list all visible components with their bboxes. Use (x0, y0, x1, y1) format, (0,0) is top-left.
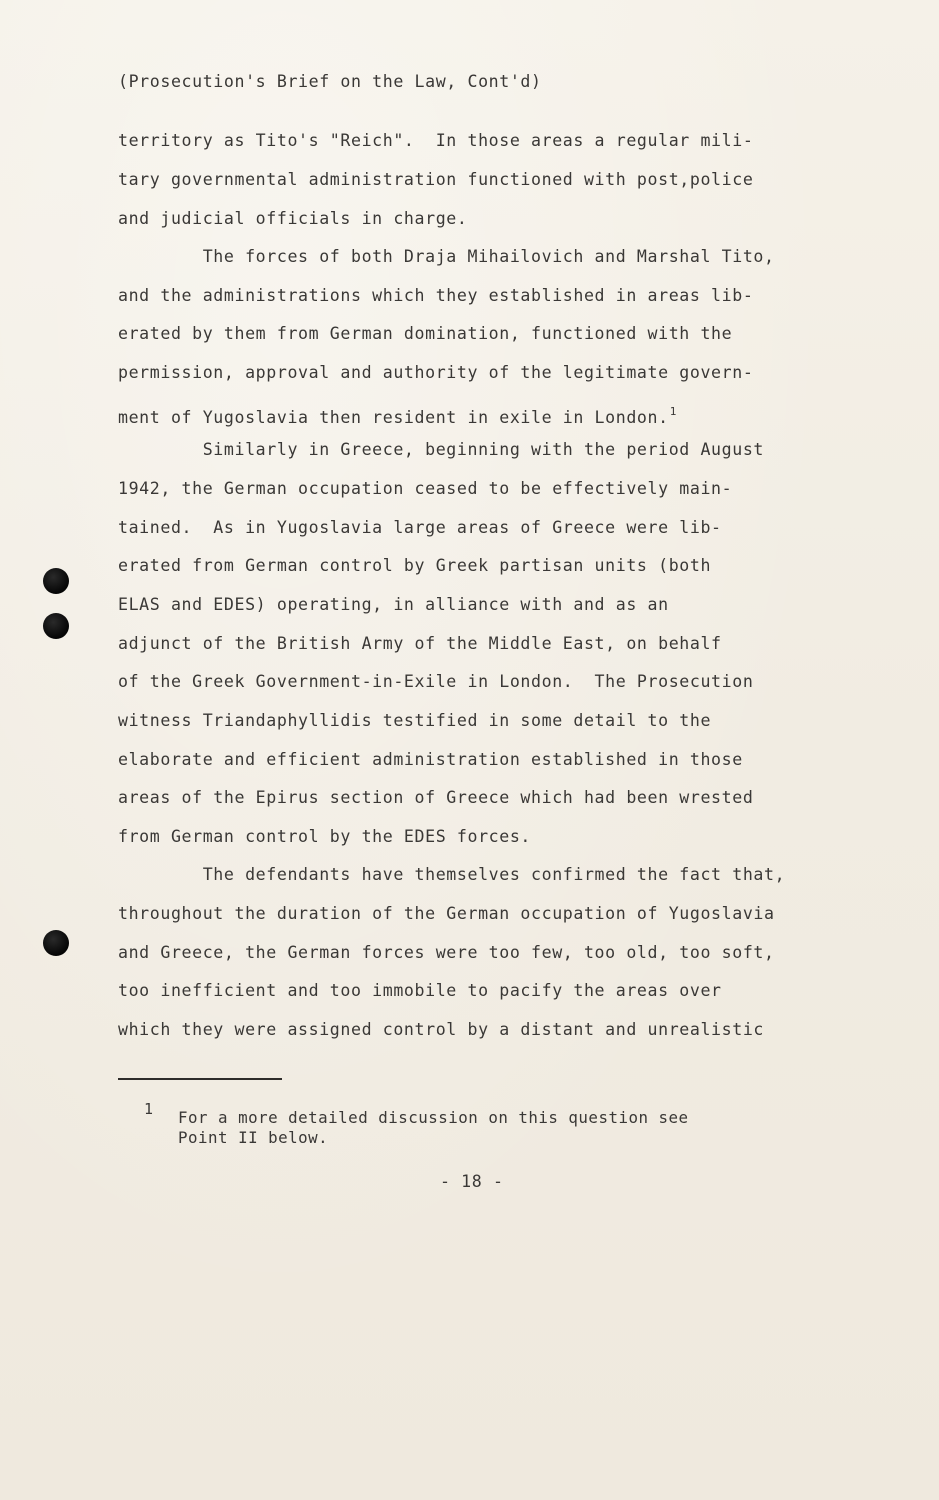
page-number: - 18 - (440, 1172, 504, 1191)
text-line: areas of the Epirus section of Greece which had been wrested (118, 788, 754, 807)
text-line: elaborate and efficient administration established in those (118, 750, 743, 769)
text-line: tained. As in Yugoslavia large areas of Greece were lib- (118, 518, 722, 537)
text-line: ELAS and EDES) operating, in alliance with and as an (118, 595, 669, 614)
text-line: and the administrations which they established in areas lib- (118, 286, 754, 305)
page-header: (Prosecution's Brief on the Law, Cont'd) (118, 72, 542, 91)
punch-hole (43, 568, 69, 594)
text-line-with-footnote-ref (118, 402, 677, 428)
text-line: too inefficient and too immobile to pacify the areas over (118, 981, 722, 1000)
footnote-text: For a more detailed discussion on this question see (178, 1108, 689, 1127)
text-line: ment of Yugoslavia then resident in exile in London. (118, 408, 669, 427)
punch-hole (43, 613, 69, 639)
text-line: which they were assigned control by a distant and unrealistic (118, 1020, 765, 1039)
text-line: throughout the duration of the German occupation of Yugoslavia (118, 904, 775, 923)
text-line: of the Greek Government-in-Exile in London. The Prosecution (118, 672, 754, 691)
text-line: witness Triandaphyllidis testified in some detail to the (118, 711, 712, 730)
footnote-marker: 1 (669, 405, 677, 418)
text-line: permission, approval and authority of the legitimate govern- (118, 363, 754, 382)
text-line: and Greece, the German forces were too few, too old, too soft, (118, 943, 775, 962)
punch-hole (43, 930, 69, 956)
text-line: from German control by the EDES forces. (118, 827, 532, 846)
text-line: The forces of both Draja Mihailovich and Marshal Tito, (118, 247, 775, 266)
footnote-text: Point II below. (178, 1128, 329, 1147)
footnote-divider (118, 1078, 282, 1080)
text-line: erated by them from German domination, functioned with the (118, 324, 733, 343)
footnote-number: 1 (144, 1100, 154, 1118)
text-line: The defendants have themselves confirmed the fact that, (118, 865, 786, 884)
text-line: territory as Tito's "Reich". In those areas a regular mili- (118, 131, 754, 150)
text-line: adjunct of the British Army of the Middle East, on behalf (118, 634, 722, 653)
text-line: erated from German control by Greek partisan units (both (118, 556, 712, 575)
text-line: Similarly in Greece, beginning with the period August (118, 440, 765, 459)
text-line: tary governmental administration functioned with post,police (118, 170, 754, 189)
text-line: and judicial officials in charge. (118, 209, 468, 228)
text-line: 1942, the German occupation ceased to be effectively main- (118, 479, 733, 498)
